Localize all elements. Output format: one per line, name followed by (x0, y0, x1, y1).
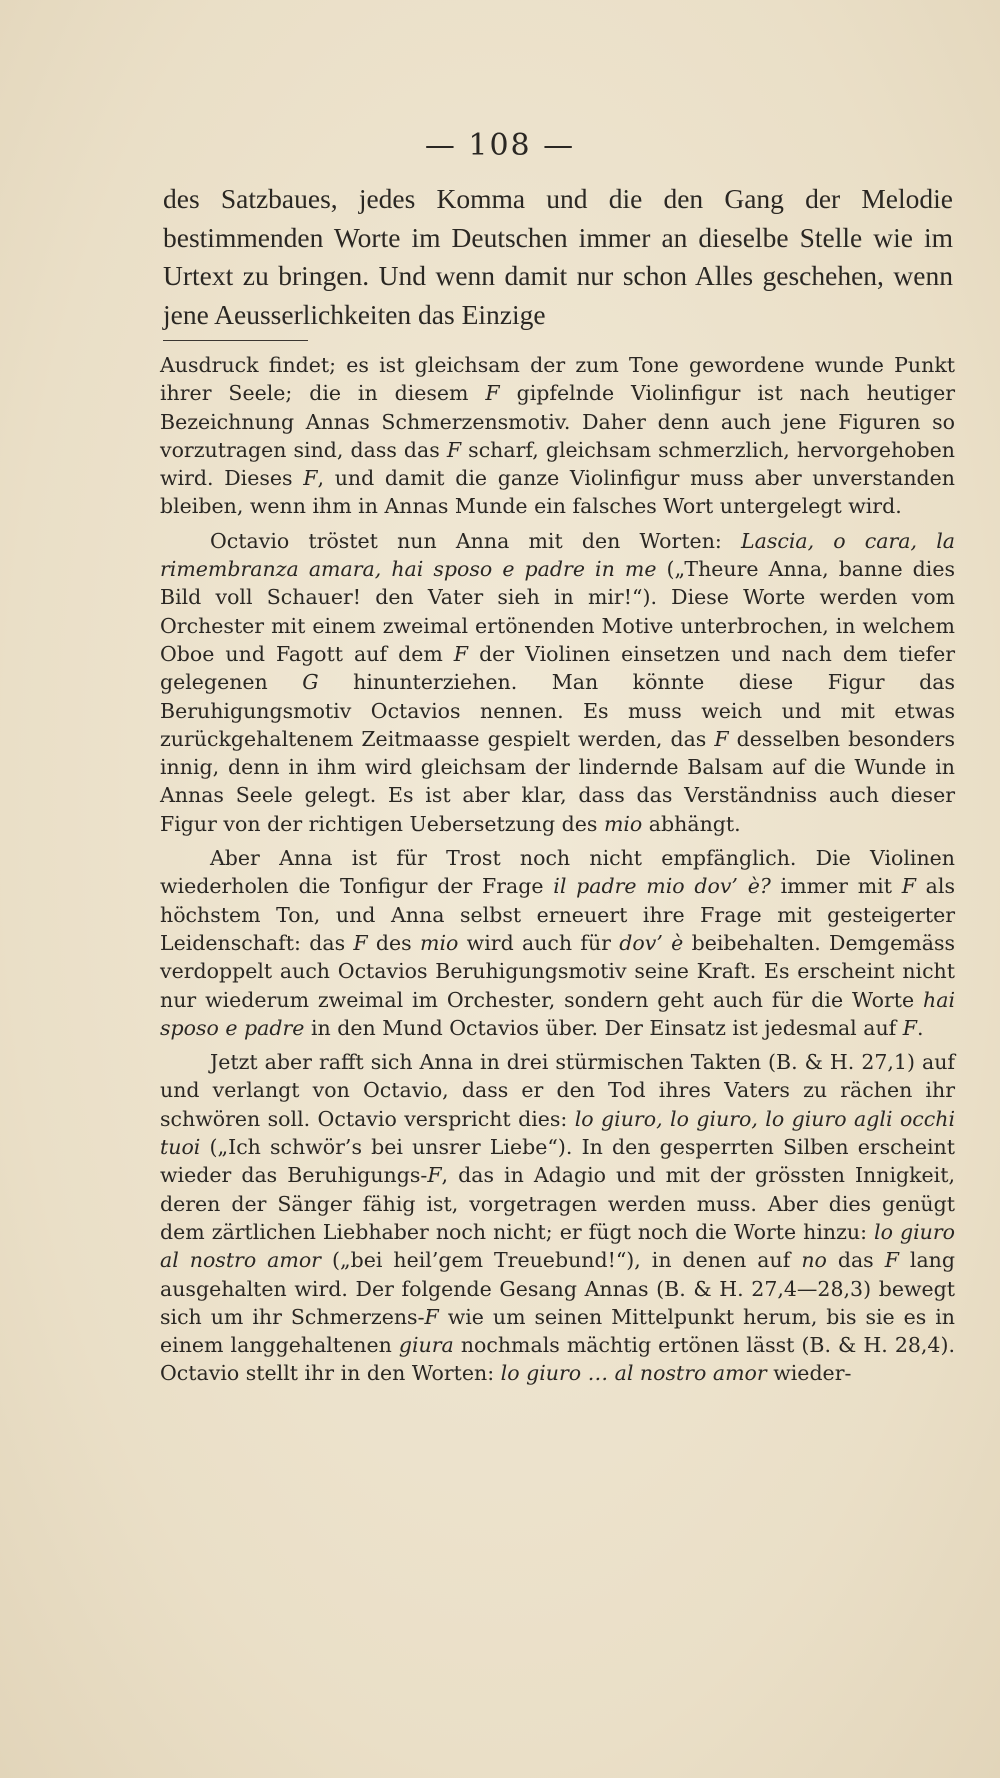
text-span: der Violinen einsetzen und nach dem tiefer gelegenen (160, 641, 955, 695)
text-span: („Theure Anna, banne dies Bild voll Schauer! den Vater sieh in mir!“). Diese Worte werden vom Orchester mit einem zweimal ertönenden Motive unterbrochen, in welchem Oboe und Fagott auf dem (160, 557, 955, 666)
text-span: , und damit die ganze Violinfigur muss aber unverstanden bleiben, wenn ihm in Annas Munde ein falsches Wort untergelegt wird. (160, 466, 955, 519)
text-span: wie um seinen Mittelpunkt herum, bis sie es in einem langgehaltenen (160, 1304, 955, 1358)
italic-quote: lo giuro … al nostro amor (500, 1361, 767, 1386)
footnote-block (160, 351, 955, 1388)
italic-note: F (714, 726, 729, 751)
text-span: das (826, 1248, 885, 1273)
italic-note: F (453, 641, 469, 666)
footnote-paragraph-2 (160, 527, 955, 838)
italic-note: G (302, 670, 319, 695)
text-span: hinunterziehen. Man könnte diese Figur das Beruhigungsmotiv Octavios nennen. Es muss weich und mit etwas zurückgehaltenem Zeitmaasse gespielt werden, das (160, 670, 955, 751)
text-span: Jetzt aber rafft sich Anna in drei stürmischen Takten (B. & H. 27,1) auf und verlangt von Octavio, dass er den Tod ihres Vaters zu rächen ihr schwören soll. Octavio verspricht dies: (160, 1050, 955, 1131)
text-span: scharf, gleichsam schmerzlich, hervorgehoben wird. Dieses (160, 437, 955, 491)
text-span: („bei heil’gem Treuebund!“), in denen auf (320, 1248, 802, 1273)
footnote-paragraph-1 (160, 351, 955, 521)
italic-note: F (884, 1248, 899, 1273)
italic-quote: Lascia, o cara, la rimembranza amara, hai sposo e padre in me (160, 528, 955, 582)
footnote-paragraph-3 (160, 844, 955, 1042)
italic-quote: il padre mio dov’ è? (553, 874, 771, 899)
text-span: . (917, 1015, 924, 1040)
italic-quote: giura (398, 1333, 454, 1358)
italic-note: F (427, 1163, 442, 1188)
text-span: lang ausgehalten wird. Der folgende Gesang Annas (B. & H. 27,4—28,3) bewegt sich um ihr Schmerzens- (160, 1248, 956, 1329)
text-span: wieder- (766, 1361, 852, 1386)
text-span: Ausdruck findet; es ist gleichsam der zum Tone gewordene wunde Punkt ihrer Seele; die in diesem (160, 353, 955, 406)
italic-quote: mio (420, 930, 459, 955)
italic-quote: lo giuro al nostro amor (160, 1219, 955, 1273)
text-span: Octavio tröstet nun Anna mit den Worten: (210, 528, 741, 553)
text-span: abhängt. (642, 811, 741, 836)
text-span: in den Mund Octavios über. Der Einsatz ist jedesmal auf (304, 1015, 903, 1040)
text-span: immer mit (770, 874, 902, 899)
text-span: des (367, 930, 421, 955)
text-span: , das in Adagio und mit der grössten Innigkeit, deren der Sänger fähig ist, vorgetragen werden muss. Aber dies genügt dem zärtlichen Liebhaber noch nicht; er fügt noch die Worte hinzu: (160, 1163, 955, 1244)
footnote-separator (163, 340, 308, 341)
text-span: desselben besonders innig, denn in ihm wird gleichsam der lindernde Balsam auf die Wunde in Annas Seele gelegt. Es ist aber klar, dass das Verständniss auch dieser Figur von der richtigen Uebersetzung des (160, 726, 956, 836)
italic-note: F (902, 1015, 918, 1040)
italic-quote: mio (603, 811, 643, 836)
italic-note: F (446, 437, 462, 462)
italic-quote: hai sposo e padre (160, 987, 955, 1040)
text-span: wird auch für (458, 930, 620, 955)
text-span: nochmals mächtig ertönen lässt (B. & H. 28,4). Octavio stellt ihr in den Worten: (160, 1333, 955, 1386)
italic-note: F (485, 381, 500, 406)
text-span: beibehalten. Demgemäss verdoppelt auch Octavios Beruhigungsmotiv seine Kraft. Es erscheint nicht nur wiederum zweimal im Orchester, sondern geht auch für die Worte (160, 930, 955, 1012)
italic-quote: dov’ è (619, 930, 684, 955)
page-number: — 108 — (424, 128, 576, 163)
italic-note: F (353, 930, 368, 955)
italic-note: F (901, 874, 916, 899)
text-span: Aber Anna ist für Trost noch nicht empfänglich. Die Violinen wiederholen die Tonfigur der Frage (160, 846, 955, 899)
italic-note: F (303, 466, 318, 491)
text-span: gipfelnde Violinfigur ist nach heutiger Bezeichnung Annas Schmerzensmotiv. Daher denn auch jene Figuren so vorzutragen sind, dass das (160, 381, 956, 462)
italic-note: F (424, 1304, 439, 1329)
italic-quote: lo giuro, lo giuro, lo giuro agli occhi tuoi (160, 1106, 956, 1160)
footnote-paragraph-4 (160, 1048, 955, 1388)
main-paragraph: des Satzbaues, jedes Komma und die den Gang der Melodie bestimmenden Worte im Deutschen immer an dieselbe Stelle wie im Urtext zu bringen. Und wenn damit nur schon Alles geschehen, wenn jene Aeusserlichkeiten das Einzige (163, 183, 953, 330)
text-span: als höchstem Ton, und Anna selbst erneuert ihre Frage mit gesteigerter Leidenschaft: das (160, 874, 955, 955)
main-text (163, 180, 953, 334)
text-span: („Ich schwör’s bei unsrer Liebe“). In den gesperrten Silben erscheint wieder das Beruhigungs- (160, 1135, 955, 1188)
italic-quote: no (801, 1248, 827, 1273)
